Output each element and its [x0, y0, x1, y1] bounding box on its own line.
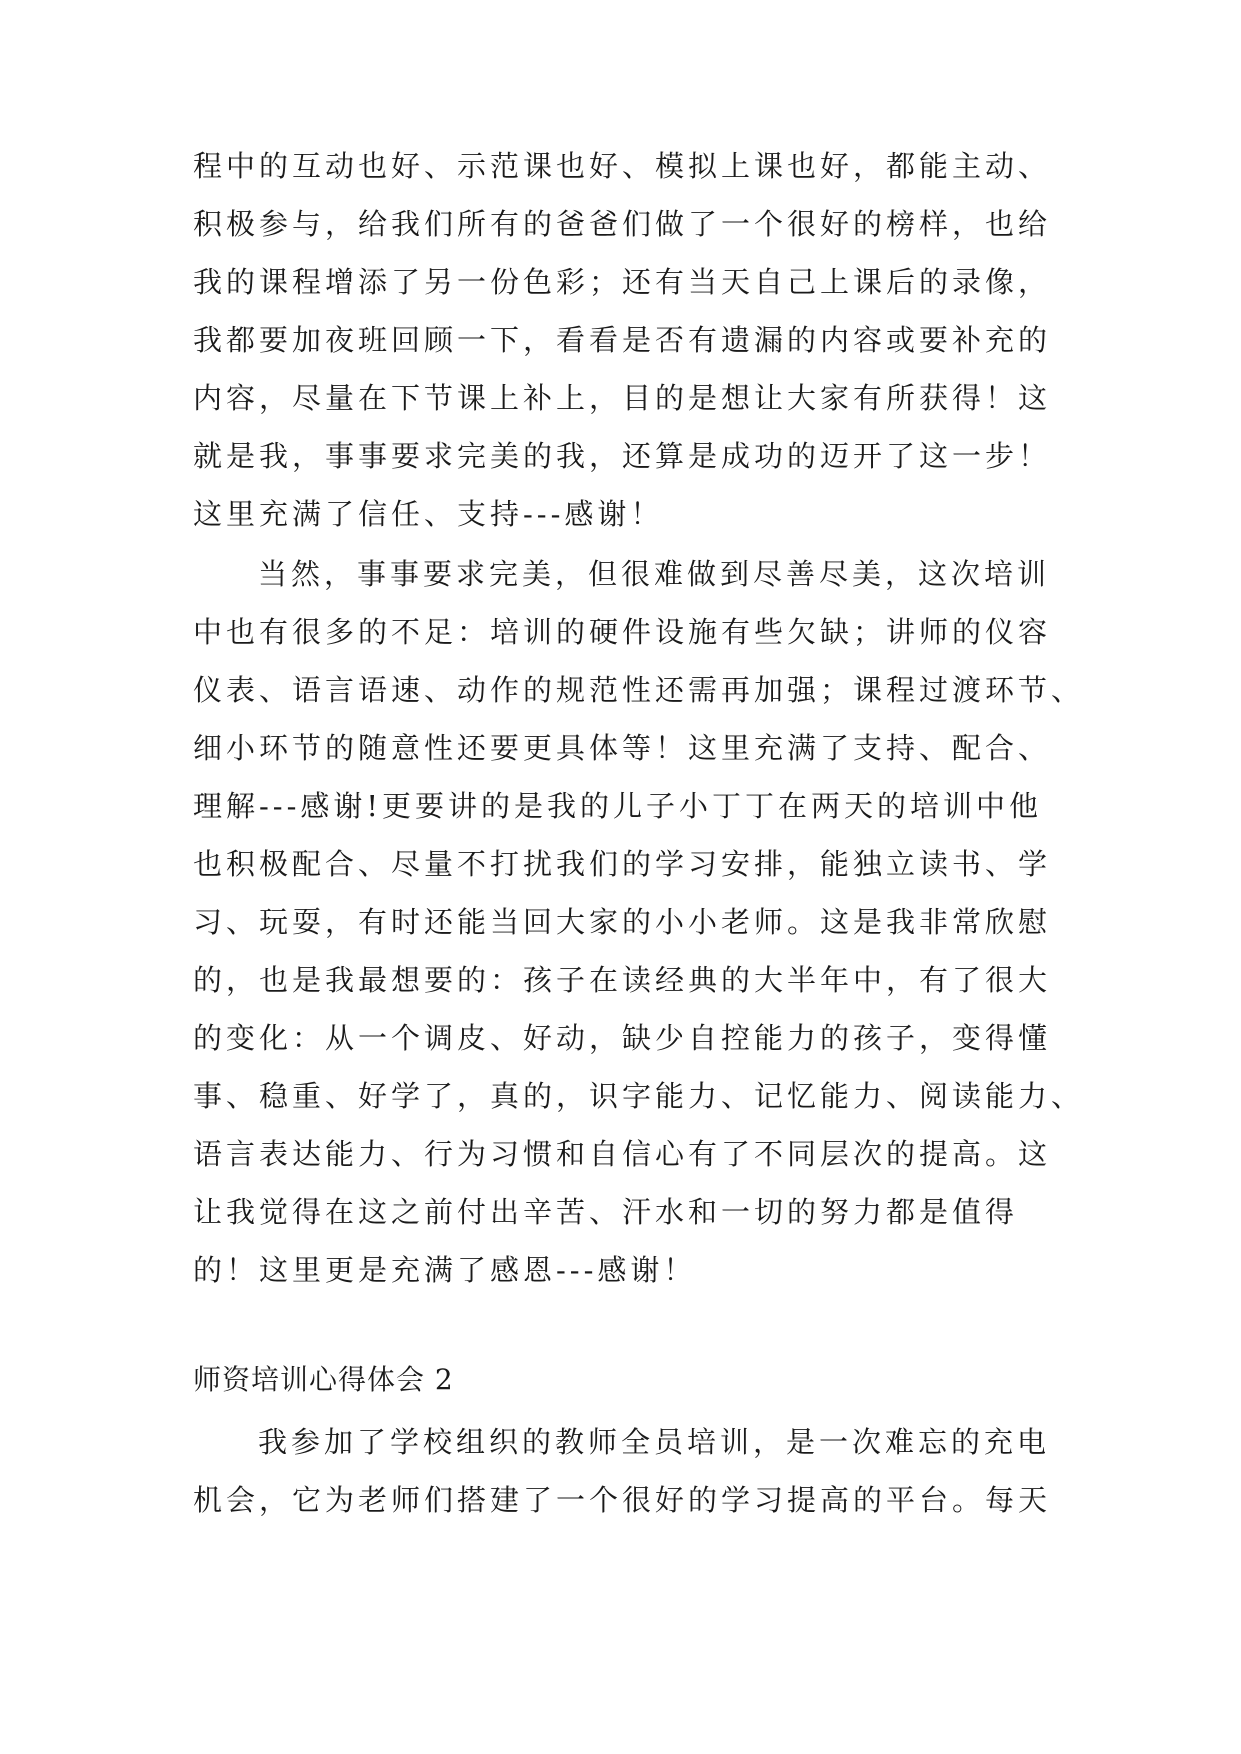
paragraph-line: 习、玩耍，有时还能当回大家的小小老师。这是我非常欣慰: [193, 905, 1052, 939]
paragraph-line: 当然，事事要求完美，但很难做到尽善尽美，这次培训: [258, 557, 1051, 591]
paragraph-line: 的，也是我最想要的：孩子在读经典的大半年中，有了很大: [193, 963, 1052, 997]
paragraph-line: 让我觉得在这之前付出辛苦、汗水和一切的努力都是值得: [193, 1195, 1019, 1229]
paragraph-line: 内容，尽量在下节课上补上，目的是想让大家有所获得！这: [193, 381, 1052, 415]
paragraph-line: 积极参与，给我们所有的爸爸们做了一个很好的榜样，也给: [193, 207, 1052, 241]
paragraph-line: 机会，它为老师们搭建了一个很好的学习提高的平台。每天: [193, 1483, 1052, 1517]
section-heading: 师资培训心得体会 2: [193, 1363, 454, 1396]
paragraph-line: 语言表达能力、行为习惯和自信心有了不同层次的提高。这: [193, 1137, 1052, 1171]
paragraph-line: 理解---感谢!更要讲的是我的儿子小丁丁在两天的培训中他: [193, 789, 1043, 823]
paragraph-line: 的！这里更是充满了感恩---感谢！: [193, 1253, 697, 1287]
paragraph-line: 细小环节的随意性还要更具体等！这里充满了支持、配合、: [193, 731, 1052, 765]
paragraph-line: 程中的互动也好、示范课也好、模拟上课也好，都能主动、: [193, 149, 1052, 183]
paragraph-line: 中也有很多的不足：培训的硬件设施有些欠缺；讲师的仪容: [193, 615, 1052, 649]
paragraph-line: 也积极配合、尽量不打扰我们的学习安排，能独立读书、学: [193, 847, 1052, 881]
paragraph-line: 这里充满了信任、支持---感谢！: [193, 497, 664, 531]
paragraph-line: 我都要加夜班回顾一下，看看是否有遗漏的内容或要补充的: [193, 323, 1052, 357]
paragraph-line: 我参加了学校组织的教师全员培训，是一次难忘的充电: [258, 1425, 1051, 1459]
paragraph-line: 事、稳重、好学了，真的，识字能力、记忆能力、阅读能力、: [193, 1079, 1085, 1113]
paragraph-line: 的变化：从一个调皮、好动，缺少自控能力的孩子，变得懂: [193, 1021, 1052, 1055]
paragraph-line: 我的课程增添了另一份色彩；还有当天自己上课后的录像，: [193, 265, 1052, 299]
paragraph-line: 仪表、语言语速、动作的规范性还需再加强；课程过渡环节、: [193, 673, 1085, 707]
paragraph-line: 就是我，事事要求完美的我，还算是成功的迈开了这一步！: [193, 439, 1052, 473]
